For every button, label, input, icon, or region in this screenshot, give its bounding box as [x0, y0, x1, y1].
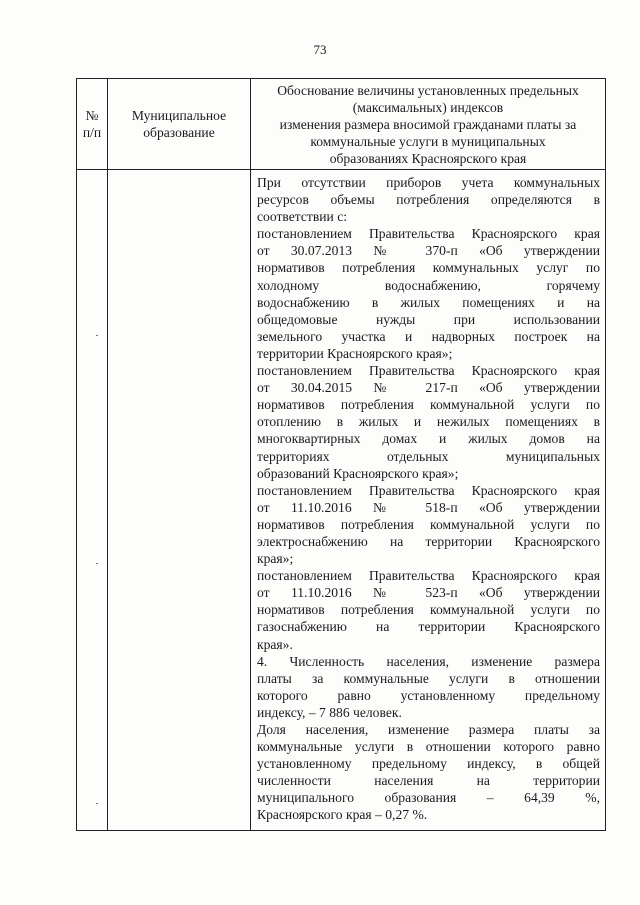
header-justification-line: образованиях Красноярского края: [329, 150, 527, 166]
justification-line: постановлением Правительства Красноярского края: [257, 482, 600, 498]
justification-line: образований Красноярского края»;: [257, 465, 459, 481]
header-justification-line: Обоснование величины установленных предельных: [277, 82, 579, 98]
justification-line: общедомовые нужды при использовании: [257, 311, 600, 327]
header-municipality-line: Муниципальное: [131, 108, 227, 123]
table-row: [77, 170, 606, 831]
justification-line: постановлением Правительства Красноярского края: [257, 568, 600, 584]
header-number-line: №: [85, 108, 99, 123]
table-header-row: [77, 79, 606, 170]
justification-line: численности населения на территории: [257, 773, 600, 789]
header-justification-line: изменения размера вносимой гражданами платы за: [279, 116, 577, 132]
justification-line: территории Красноярского края»;: [257, 345, 453, 361]
scan-speck: [96, 335, 98, 336]
header-number: [77, 79, 108, 170]
justification-line: Доля населения, изменение размера платы за: [257, 722, 600, 737]
cell-justification: [251, 170, 606, 831]
justification-line: нормативов потребления коммунальной услуги по: [257, 602, 600, 618]
cell-number: [77, 170, 108, 831]
header-justification-line: (максимальных) индексов: [352, 99, 504, 115]
justification-line: от 30.07.2013 № 370-п «Об утверждении: [257, 243, 600, 259]
justification-line: постановлением Правительства Красноярского края: [257, 226, 600, 242]
scan-speck: [96, 803, 98, 804]
justification-line: нормативов потребления коммунальных услуг по: [257, 260, 600, 276]
justification-line: от 11.10.2016 № 518-п «Об утверждении: [257, 499, 600, 515]
justification-line: нормативов потребления коммунальной услуги по: [257, 397, 600, 413]
justification-line: установленному предельному индексу, в общей: [257, 756, 600, 772]
justification-line: индексу, – 7 886 человек.: [257, 704, 402, 720]
justification-line: водоснабжению в жилых помещениях и на: [257, 294, 600, 310]
justification-line: от 30.04.2015 № 217-п «Об утверждении: [257, 380, 600, 396]
justification-line: соответствии с:: [257, 209, 348, 225]
justification-line: территориях отдельных муниципальных: [257, 448, 600, 464]
justification-line: от 11.10.2016 № 523-п «Об утверждении: [257, 585, 600, 601]
header-municipality: [108, 79, 251, 170]
justification-line: которого равно установленному предельному: [257, 687, 600, 703]
justification-line: Красноярского края – 0,27 %.: [257, 807, 428, 823]
justification-line: многоквартирных домах и жилых домов на: [257, 431, 600, 447]
justification-line: края»;: [257, 551, 294, 567]
justification-line: холодному водоснабжению, горячему: [257, 277, 600, 293]
justification-line: муниципального образования – 64,39 %,: [257, 790, 600, 806]
header-number-line: п/п: [82, 125, 102, 140]
justification-line: постановлением Правительства Красноярского края: [257, 363, 600, 379]
header-municipality-line: образование: [143, 125, 215, 140]
justification-text: [257, 174, 600, 824]
justification-line: газоснабжению на территории Красноярского: [257, 619, 600, 635]
justification-line: нормативов потребления коммунальной услуги по: [257, 516, 600, 532]
page-number: 73: [313, 42, 327, 57]
justification-line: земельного участка и надворных построек на: [257, 328, 600, 344]
justification-line: отоплению в жилых и нежилых помещениях в: [257, 414, 600, 430]
justification-line: коммунальные услуги в отношении которого равно: [257, 739, 600, 755]
scan-speck: [96, 563, 98, 564]
justification-line: ресурсов объемы потребления определяются в: [257, 192, 600, 208]
header-justification-line: коммунальные услуги в муниципальных: [310, 133, 546, 149]
justification-line: При отсутствии приборов учета коммунальных: [257, 175, 600, 190]
indices-table: [76, 78, 606, 831]
justification-line: 4. Численность населения, изменение размера: [257, 653, 600, 669]
cell-municipality: [108, 170, 251, 831]
justification-line: края».: [257, 636, 293, 652]
header-justification: [251, 79, 606, 170]
justification-line: электроснабжению на территории Красноярского: [257, 533, 600, 549]
justification-line: платы за коммунальные услуги в отношении: [257, 670, 600, 686]
